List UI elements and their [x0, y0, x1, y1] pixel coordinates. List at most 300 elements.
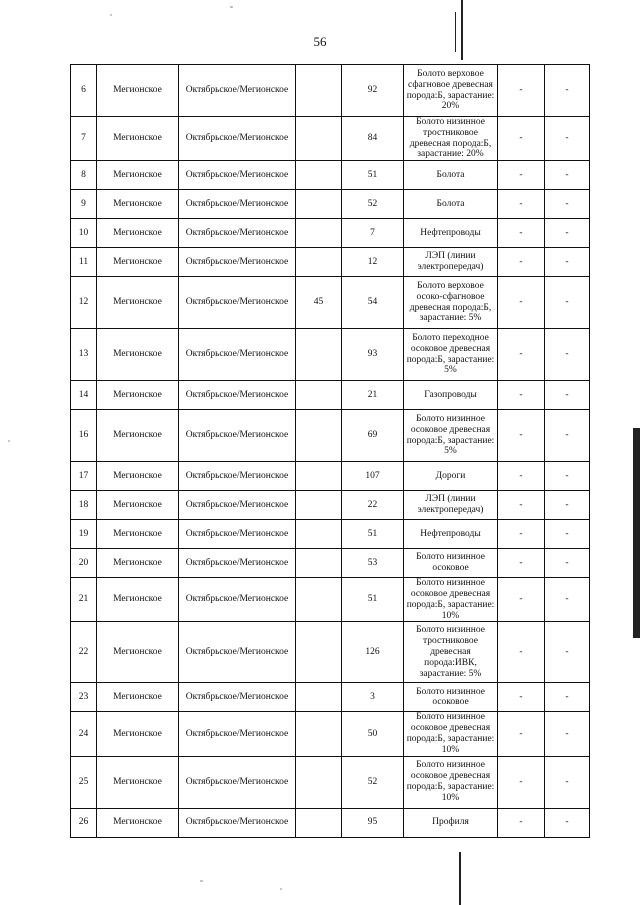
value-cell	[296, 712, 342, 756]
location-name-text: Октябрьское/Мегионское	[185, 594, 289, 605]
location-name	[179, 248, 296, 277]
area-value-text: 3	[370, 691, 375, 702]
mark-1-text: -	[519, 470, 523, 481]
mark-2-text: -	[565, 169, 569, 180]
area-value-text: 51	[367, 528, 378, 539]
mark-2	[545, 549, 590, 578]
location-name	[179, 462, 296, 491]
area-value	[342, 808, 404, 837]
scan-artifact-top-line-2	[455, 12, 456, 52]
area-value	[342, 549, 404, 578]
location-name	[179, 65, 296, 117]
mark-1	[498, 329, 545, 381]
location-name-text: Октябрьское/Мегионское	[185, 499, 289, 510]
mark-1-text: -	[519, 256, 523, 267]
location-name-text: Октябрьское/Мегионское	[185, 430, 289, 441]
field-name	[97, 65, 179, 117]
row-number	[71, 578, 97, 622]
area-value	[342, 578, 404, 622]
description	[404, 277, 498, 329]
description-text: Нефтепроводы	[420, 528, 481, 539]
location-name-text: Октябрьское/Мегионское	[185, 528, 289, 539]
mark-1-text: -	[519, 85, 523, 96]
scan-artifact-bottom-line	[459, 852, 461, 905]
description-text: Дороги	[435, 470, 466, 481]
field-name-text: Мегионское	[113, 646, 162, 657]
table-row	[71, 329, 590, 381]
field-name	[97, 190, 179, 219]
mark-2-text: -	[565, 349, 569, 360]
area-value	[342, 219, 404, 248]
description-text: ЛЭП (линии электропередач)	[417, 251, 484, 273]
value-cell	[296, 381, 342, 410]
description-text: Болото верховое сфагновое древесная порода:Б, зарастание: 20%	[406, 68, 495, 112]
value-cell	[296, 248, 342, 277]
row-number-text: 9	[81, 198, 86, 209]
value-cell	[296, 756, 342, 808]
description-text: Болото низинное осоковое древесная порода:Б, зарастание: 10%	[406, 578, 495, 621]
row-number	[71, 219, 97, 248]
description-text: Нефтепроводы	[420, 227, 481, 238]
mark-2	[545, 248, 590, 277]
mark-2-text: -	[565, 557, 569, 568]
row-number-text: 17	[78, 470, 89, 481]
mark-1-text: -	[519, 594, 523, 605]
row-number-text: 18	[78, 499, 89, 510]
row-number-text: 16	[78, 430, 89, 441]
area-value	[342, 277, 404, 329]
description-text: Болото низинное осоковое	[416, 686, 485, 708]
area-value	[342, 248, 404, 277]
field-name	[97, 329, 179, 381]
field-name	[97, 520, 179, 549]
table-row	[71, 520, 590, 549]
location-name	[179, 381, 296, 410]
area-value	[342, 756, 404, 808]
field-name	[97, 808, 179, 837]
mark-1-text: -	[519, 430, 523, 441]
description	[404, 491, 498, 520]
location-name-text: Октябрьское/Мегионское	[185, 389, 289, 400]
location-name-text: Октябрьское/Мегионское	[185, 817, 289, 828]
location-name-text: Октябрьское/Мегионское	[185, 256, 289, 267]
area-value	[342, 622, 404, 683]
row-number-text: 12	[78, 297, 89, 308]
description	[404, 622, 498, 683]
description-text: Болото низинное тростниковое древесная порода:ИВК, зарастание: 5%	[416, 625, 485, 679]
mark-1-text: -	[519, 499, 523, 510]
mark-1	[498, 622, 545, 683]
area-value-text: 12	[367, 256, 378, 267]
scan-speck	[110, 14, 112, 16]
description	[404, 808, 498, 837]
field-name-text: Мегионское	[113, 198, 162, 209]
mark-1	[498, 491, 545, 520]
description-text: Болото низинное осоковое	[416, 552, 485, 574]
area-value	[342, 491, 404, 520]
description-text: Болота	[436, 198, 465, 209]
field-name-text: Мегионское	[113, 85, 162, 96]
row-number	[71, 381, 97, 410]
location-name-text: Октябрьское/Мегионское	[185, 85, 289, 96]
field-name-text: Мегионское	[113, 499, 162, 510]
description	[404, 549, 498, 578]
description-text: Профиля	[432, 817, 469, 828]
description-text: Болото верховое осоко-сфагновое древесная порода:Б, зарастание: 5%	[409, 281, 492, 324]
page-number: 56	[313, 34, 327, 49]
mark-2-text: -	[565, 297, 569, 308]
description	[404, 381, 498, 410]
row-number-text: 11	[78, 256, 89, 267]
area-value-text: 51	[367, 169, 378, 180]
mark-2	[545, 683, 590, 712]
area-value-text: 84	[367, 133, 378, 144]
location-name	[179, 190, 296, 219]
scan-speck	[230, 6, 233, 8]
mark-2-text: -	[565, 646, 569, 657]
area-value	[342, 683, 404, 712]
row-number	[71, 462, 97, 491]
location-name	[179, 491, 296, 520]
field-name	[97, 683, 179, 712]
area-value-text: 51	[367, 594, 378, 605]
description-text: Болото низинное осоковое древесная порода:Б, зарастание: 10%	[406, 760, 495, 803]
field-name	[97, 248, 179, 277]
mark-2	[545, 520, 590, 549]
row-number	[71, 622, 97, 683]
description	[404, 756, 498, 808]
mark-1	[498, 808, 545, 837]
area-value-text: 107	[365, 470, 380, 481]
value-cell	[296, 520, 342, 549]
mark-2-text: -	[565, 528, 569, 539]
area-value	[342, 65, 404, 117]
mark-2	[545, 808, 590, 837]
location-name	[179, 808, 296, 837]
mark-2-text: -	[565, 817, 569, 828]
mark-1-text: -	[519, 728, 523, 739]
field-name-text: Мегионское	[113, 256, 162, 267]
description-text: Болота	[436, 169, 465, 180]
description	[404, 190, 498, 219]
mark-2	[545, 381, 590, 410]
field-name	[97, 277, 179, 329]
location-name-text: Октябрьское/Мегионское	[185, 691, 289, 702]
row-number	[71, 520, 97, 549]
area-value-text: 52	[367, 198, 378, 209]
mark-2-text: -	[565, 85, 569, 96]
location-name-text: Октябрьское/Мегионское	[185, 198, 289, 209]
mark-1	[498, 248, 545, 277]
field-name	[97, 491, 179, 520]
mark-2	[545, 756, 590, 808]
description	[404, 578, 498, 622]
mark-1-text: -	[519, 198, 523, 209]
field-name	[97, 549, 179, 578]
value-cell	[296, 491, 342, 520]
row-number	[71, 190, 97, 219]
field-name	[97, 756, 179, 808]
mark-2-text: -	[565, 133, 569, 144]
area-value	[342, 381, 404, 410]
area-value	[342, 462, 404, 491]
field-name	[97, 161, 179, 190]
mark-1	[498, 712, 545, 756]
area-value-text: 52	[367, 776, 378, 787]
location-name	[179, 683, 296, 712]
mark-2	[545, 578, 590, 622]
table-row	[71, 219, 590, 248]
area-value-text: 54	[367, 297, 378, 308]
area-value-text: 21	[367, 389, 378, 400]
mark-1	[498, 117, 545, 161]
location-name-text: Октябрьское/Мегионское	[185, 133, 289, 144]
location-name-text: Октябрьское/Мегионское	[185, 557, 289, 568]
description	[404, 520, 498, 549]
mark-1	[498, 219, 545, 248]
row-number	[71, 756, 97, 808]
table-row	[71, 65, 590, 117]
row-number	[71, 712, 97, 756]
value-cell-text: 45	[313, 297, 324, 308]
description-text: Болото переходное осоковое древесная порода:Б, зарастание: 5%	[406, 333, 495, 376]
description-text: Болото низинное тростниковое древесная порода:Б, зарастание: 20%	[409, 117, 492, 160]
mark-2-text: -	[565, 594, 569, 605]
description-text: Болото низинное осоковое древесная порода:Б, зарастание: 5%	[406, 414, 495, 457]
area-value	[342, 161, 404, 190]
table-row	[71, 622, 590, 683]
area-value	[342, 329, 404, 381]
mark-2	[545, 410, 590, 462]
mark-1	[498, 65, 545, 117]
location-name-text: Октябрьское/Мегионское	[185, 728, 289, 739]
row-number-text: 21	[78, 594, 89, 605]
mark-2	[545, 712, 590, 756]
location-name-text: Октябрьское/Мегионское	[185, 646, 289, 657]
mark-1	[498, 190, 545, 219]
location-name	[179, 219, 296, 248]
row-number-text: 8	[81, 169, 86, 180]
table-row	[71, 410, 590, 462]
table-row	[71, 248, 590, 277]
field-name-text: Мегионское	[113, 389, 162, 400]
field-name-text: Мегионское	[113, 297, 162, 308]
description	[404, 219, 498, 248]
field-name-text: Мегионское	[113, 349, 162, 360]
mark-1	[498, 277, 545, 329]
field-name	[97, 410, 179, 462]
mark-2	[545, 462, 590, 491]
field-name-text: Мегионское	[113, 227, 162, 238]
mark-1-text: -	[519, 227, 523, 238]
location-name	[179, 712, 296, 756]
location-name-text: Октябрьское/Мегионское	[185, 227, 289, 238]
field-name-text: Мегионское	[113, 169, 162, 180]
location-name	[179, 549, 296, 578]
value-cell	[296, 808, 342, 837]
table-row	[71, 712, 590, 756]
row-number	[71, 329, 97, 381]
field-name	[97, 462, 179, 491]
field-name-text: Мегионское	[113, 557, 162, 568]
mark-1	[498, 410, 545, 462]
mark-2	[545, 491, 590, 520]
table-row	[71, 190, 590, 219]
row-number	[71, 277, 97, 329]
value-cell	[296, 462, 342, 491]
location-name	[179, 756, 296, 808]
area-value-text: 92	[367, 85, 378, 96]
mark-1	[498, 520, 545, 549]
value-cell	[296, 117, 342, 161]
value-cell	[296, 549, 342, 578]
value-cell	[296, 65, 342, 117]
location-name-text: Октябрьское/Мегионское	[185, 169, 289, 180]
description	[404, 712, 498, 756]
row-number-text: 10	[78, 227, 89, 238]
row-number-text: 14	[78, 389, 89, 400]
mark-2-text: -	[565, 776, 569, 787]
description	[404, 462, 498, 491]
row-number	[71, 683, 97, 712]
mark-1-text: -	[519, 557, 523, 568]
mark-2-text: -	[565, 691, 569, 702]
scan-artifact-right-bar	[633, 428, 640, 638]
mark-1	[498, 381, 545, 410]
value-cell	[296, 683, 342, 712]
mark-2	[545, 277, 590, 329]
scan-artifact-top-line	[461, 0, 463, 60]
location-name	[179, 277, 296, 329]
mark-2	[545, 117, 590, 161]
mark-2	[545, 329, 590, 381]
location-name-text: Октябрьское/Мегионское	[185, 297, 289, 308]
row-number	[71, 410, 97, 462]
description	[404, 65, 498, 117]
mark-1-text: -	[519, 528, 523, 539]
row-number	[71, 491, 97, 520]
field-name	[97, 219, 179, 248]
area-value-text: 69	[367, 430, 378, 441]
table-body	[71, 65, 590, 838]
row-number	[71, 549, 97, 578]
field-name-text: Мегионское	[113, 470, 162, 481]
mark-1	[498, 549, 545, 578]
field-name	[97, 622, 179, 683]
mark-1-text: -	[519, 133, 523, 144]
land-plots-table	[70, 64, 590, 838]
description	[404, 329, 498, 381]
row-number	[71, 808, 97, 837]
row-number-text: 6	[81, 85, 86, 96]
mark-1	[498, 161, 545, 190]
row-number-text: 22	[78, 646, 89, 657]
mark-2-text: -	[565, 430, 569, 441]
table-row	[71, 578, 590, 622]
row-number	[71, 117, 97, 161]
value-cell	[296, 578, 342, 622]
location-name	[179, 578, 296, 622]
row-number-text: 24	[78, 728, 89, 739]
mark-1-text: -	[519, 817, 523, 828]
description-text: Газопроводы	[424, 389, 477, 400]
field-name	[97, 381, 179, 410]
value-cell	[296, 219, 342, 248]
mark-1-text: -	[519, 297, 523, 308]
mark-1-text: -	[519, 691, 523, 702]
row-number-text: 19	[78, 528, 89, 539]
row-number	[71, 65, 97, 117]
mark-2	[545, 161, 590, 190]
area-value-text: 50	[367, 728, 378, 739]
table-row	[71, 462, 590, 491]
mark-2	[545, 190, 590, 219]
field-name-text: Мегионское	[113, 776, 162, 787]
mark-1-text: -	[519, 169, 523, 180]
description	[404, 161, 498, 190]
field-name-text: Мегионское	[113, 430, 162, 441]
location-name-text: Октябрьское/Мегионское	[185, 470, 289, 481]
description	[404, 248, 498, 277]
location-name	[179, 622, 296, 683]
area-value	[342, 190, 404, 219]
mark-1	[498, 578, 545, 622]
table-row	[71, 117, 590, 161]
mark-1-text: -	[519, 646, 523, 657]
table-row	[71, 491, 590, 520]
row-number-text: 13	[78, 349, 89, 360]
mark-2	[545, 219, 590, 248]
mark-2	[545, 622, 590, 683]
area-value-text: 95	[367, 817, 378, 828]
field-name-text: Мегионское	[113, 528, 162, 539]
area-value	[342, 117, 404, 161]
mark-2-text: -	[565, 470, 569, 481]
area-value-text: 53	[367, 557, 378, 568]
value-cell	[296, 329, 342, 381]
scan-speck	[8, 440, 10, 442]
location-name	[179, 520, 296, 549]
table-row	[71, 808, 590, 837]
field-name-text: Мегионское	[113, 594, 162, 605]
table-row	[71, 756, 590, 808]
field-name	[97, 117, 179, 161]
area-value	[342, 712, 404, 756]
mark-2-text: -	[565, 389, 569, 400]
description-text: ЛЭП (линии электропередач)	[417, 494, 484, 516]
mark-2-text: -	[565, 728, 569, 739]
value-cell	[296, 190, 342, 219]
area-value-text: 126	[365, 646, 380, 657]
location-name-text: Октябрьское/Мегионское	[185, 349, 289, 360]
table-row	[71, 549, 590, 578]
row-number-text: 26	[78, 817, 89, 828]
value-cell	[296, 277, 342, 329]
area-value-text: 93	[367, 349, 378, 360]
area-value-text: 22	[367, 499, 378, 510]
value-cell	[296, 161, 342, 190]
scan-speck	[200, 880, 203, 882]
description-text: Болото низинное осоковое древесная порода:Б, зарастание: 10%	[406, 712, 495, 755]
mark-1-text: -	[519, 349, 523, 360]
mark-1	[498, 756, 545, 808]
value-cell	[296, 622, 342, 683]
mark-1	[498, 683, 545, 712]
area-value	[342, 520, 404, 549]
location-name	[179, 117, 296, 161]
area-value-text: 7	[370, 227, 375, 238]
value-cell	[296, 410, 342, 462]
